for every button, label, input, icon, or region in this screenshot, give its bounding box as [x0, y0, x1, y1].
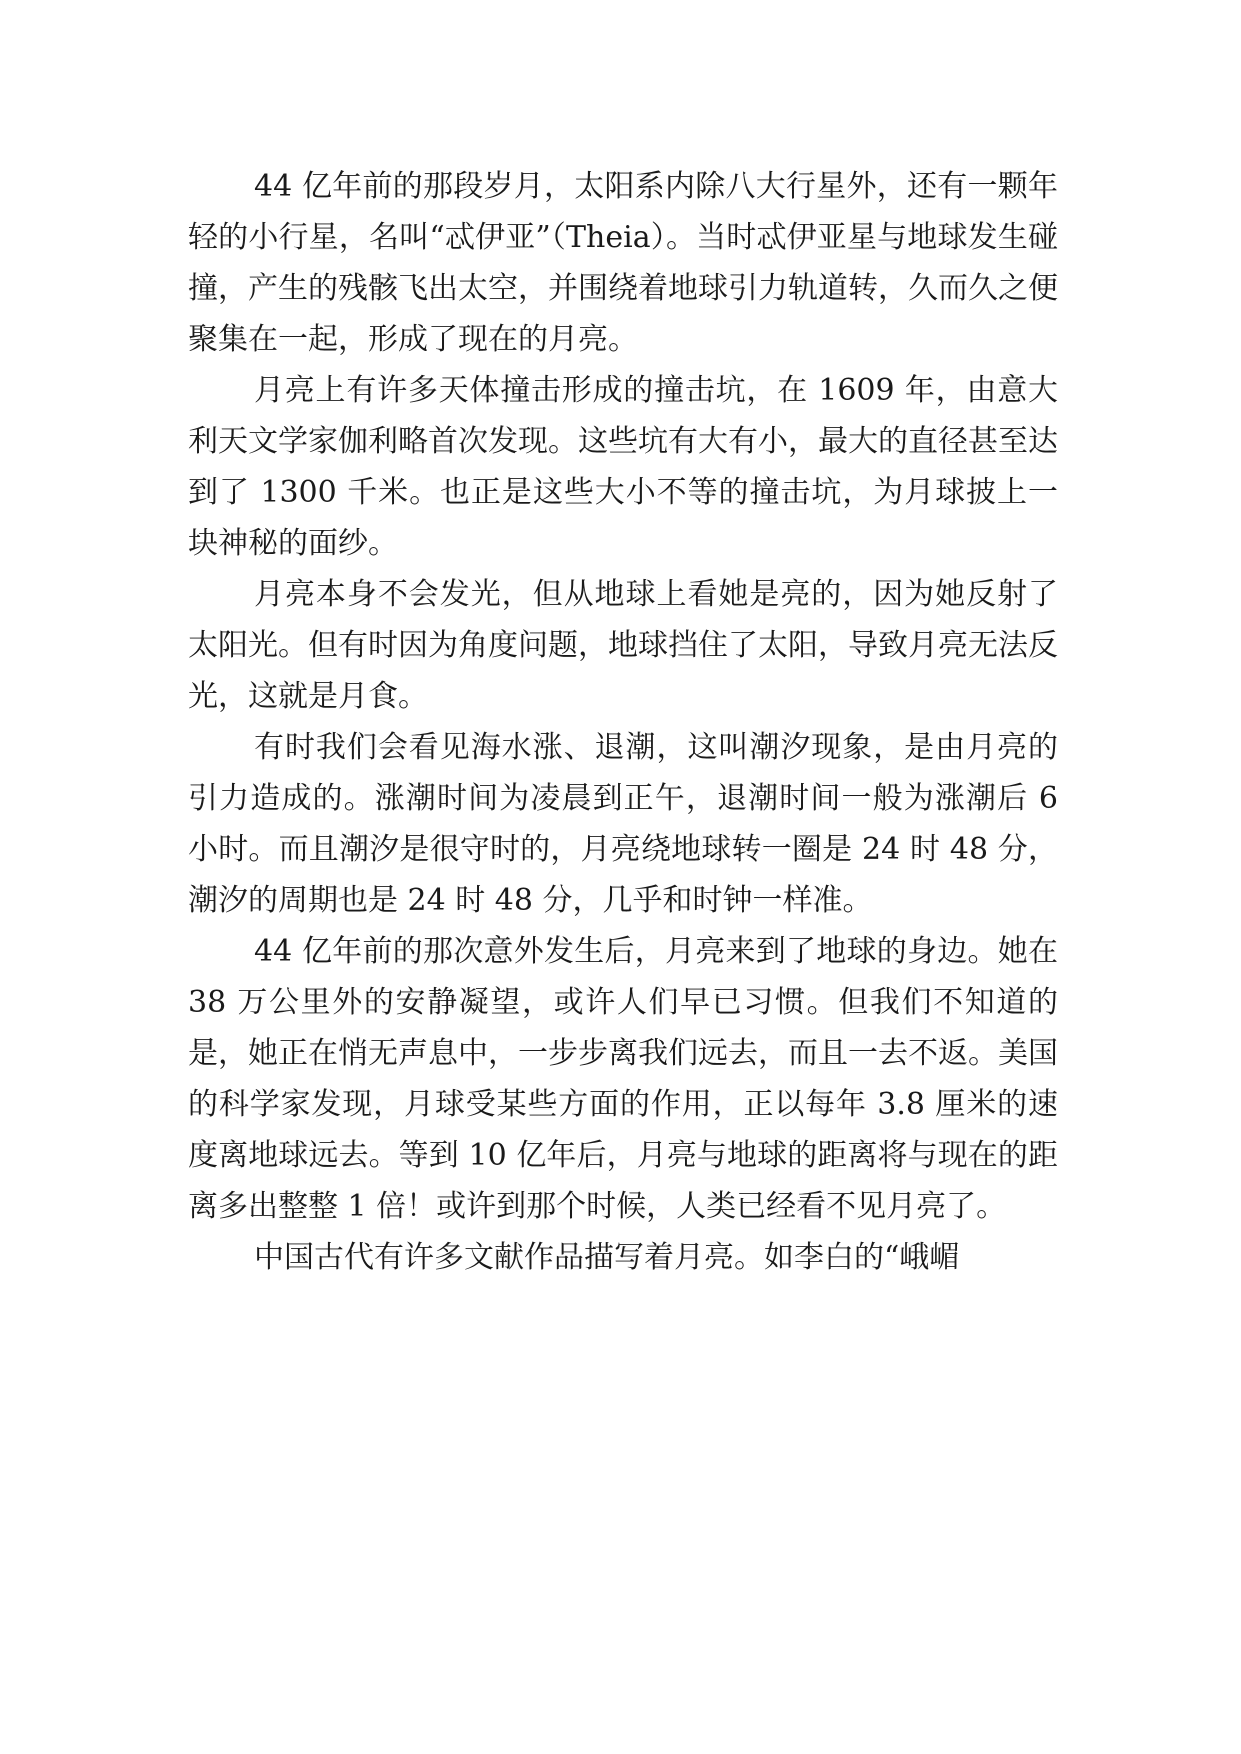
paragraph-moon-receding: 44 亿年前的那次意外发生后，月亮来到了地球的身边。她在 38 万公里外的安静凝望，或许人们早已习惯。但我们不知道的是，她正在悄无声息中，一步步离我们远去，而且一去不返。美国的科学家发现，月球受某些方面的作用，正以每年 3.8 厘米的速度离地球远去。等到 10 亿年后，月亮与地球的距离将与现在的距离多出整整 1 倍！或许到那个时候，人类已经看不见月亮了。	[188, 934, 1058, 1224]
paragraph-lunar-eclipse: 月亮本身不会发光，但从地球上看她是亮的，因为她反射了太阳光。但有时因为角度问题，地球挡住了太阳，导致月亮无法反光，这就是月食。	[188, 577, 1058, 714]
paragraph-impact-craters: 月亮上有许多天体撞击形成的撞击坑，在 1609 年，由意大利天文学家伽利略首次发现。这些坑有大有小，最大的直径甚至达到了 1300 千米。也正是这些大小不等的撞击坑，为月球披上一块神秘的面纱。	[188, 373, 1058, 561]
paragraph-tides: 有时我们会看见海水涨、退潮，这叫潮汐现象，是由月亮的引力造成的。涨潮时间为凌晨到正午，退潮时间一般为涨潮后 6 小时。而且潮汐是很守时的，月亮绕地球转一圈是 24 时 48 分，潮汐的周期也是 24 时 48 分，几乎和时钟一样准。	[188, 730, 1058, 918]
paragraph-ancient-literature: 中国古代有许多文献作品描写着月亮。如李白的“峨嵋	[254, 1240, 960, 1275]
article-body	[188, 161, 1058, 1283]
paragraph-moon-origin: 44 亿年前的那段岁月，太阳系内除八大行星外，还有一颗年轻的小行星，名叫“忒伊亚”（Theia）。当时忒伊亚星与地球发生碰撞，产生的残骸飞出太空，并围绕着地球引力轨道转，久而久之便聚集在一起，形成了现在的月亮。	[188, 169, 1058, 357]
